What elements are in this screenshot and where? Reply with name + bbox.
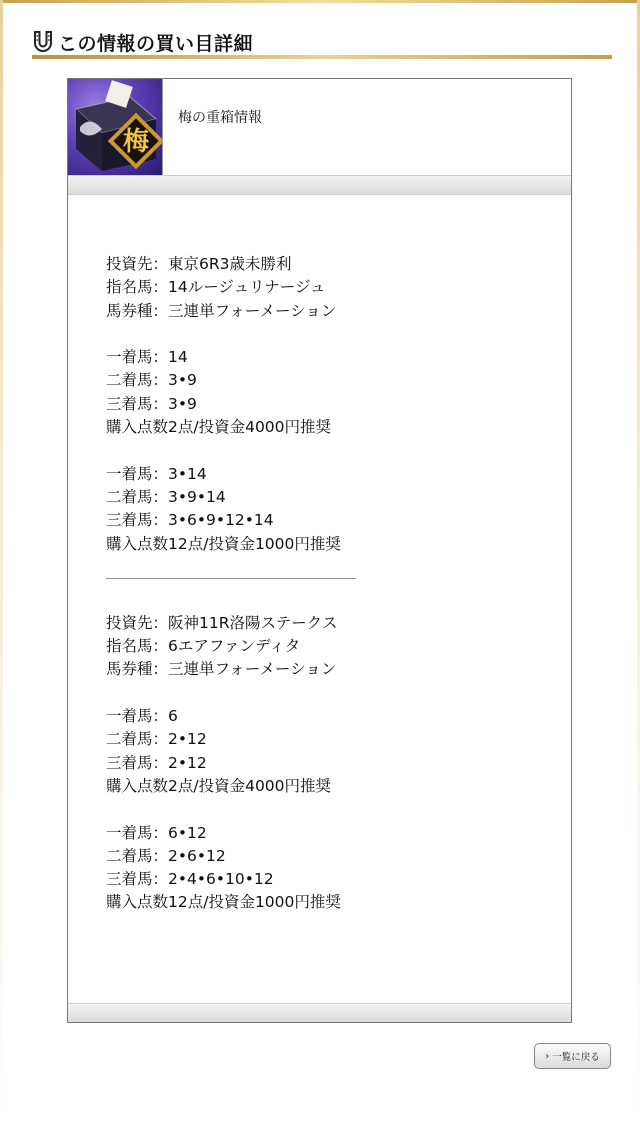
- info-line: 二着馬：3•9: [106, 371, 197, 390]
- info-line: 三着馬：2•4•6•10•12: [106, 870, 274, 889]
- page-header: [32, 28, 612, 60]
- info-card: [67, 78, 572, 1023]
- info-line: 購入点数2点/投資金4000円推奨: [106, 776, 332, 795]
- card-bottom-band: [68, 1003, 571, 1022]
- info-line: 馬券種：三連単フォーメーション: [106, 301, 337, 320]
- info-line: 馬券種：三連単フォーメーション: [106, 660, 337, 679]
- info-line: 三着馬：3•9: [106, 394, 197, 413]
- plum-box-image: [68, 79, 163, 175]
- info-line: 一着馬：3•14: [106, 464, 207, 483]
- page-title: この情報の買い目詳細: [58, 32, 254, 55]
- race-section-2: [106, 612, 571, 915]
- section-divider: [106, 578, 356, 579]
- title-underline: [32, 55, 612, 59]
- info-line: 投資先：東京6R3歳未勝利: [106, 255, 292, 273]
- info-line: 購入点数2点/投資金4000円推奨: [106, 418, 332, 437]
- card-content: [68, 195, 571, 915]
- info-line: 一着馬：6: [106, 707, 178, 726]
- info-line: 購入点数12点/投資金1000円推奨: [106, 893, 341, 912]
- card-header: [68, 79, 571, 176]
- info-line: 購入点数12点/投資金1000円推奨: [106, 534, 341, 553]
- info-line: 二着馬：3•9•14: [106, 487, 226, 506]
- plum-box-thumbnail: [68, 79, 163, 175]
- chevron-right-icon: ›: [545, 1050, 550, 1062]
- horseshoe-icon: [32, 30, 54, 54]
- info-line: 二着馬：2•12: [106, 730, 207, 749]
- info-line: 一着馬：6•12: [106, 823, 207, 842]
- plum-badge-char: 梅: [122, 127, 150, 157]
- info-line: 投資先：阪神11R洛陽ステークス: [106, 613, 338, 632]
- back-button-label: 一覧に戻る: [552, 1052, 600, 1063]
- race-section-1: [106, 253, 571, 556]
- info-line: 三着馬：3•6•9•12•14: [106, 511, 274, 530]
- info-line: 二着馬：2•6•12: [106, 846, 226, 865]
- back-to-list-button[interactable]: [534, 1043, 611, 1069]
- info-line: 三着馬：2•12: [106, 753, 207, 772]
- card-top-band: [68, 176, 571, 195]
- left-gold-border: [0, 0, 3, 1125]
- info-line: 一着馬：14: [106, 348, 188, 367]
- info-line: 指名馬：6エアファンディタ: [106, 637, 301, 656]
- card-name: 梅の重箱情報: [178, 110, 262, 126]
- top-gold-border: [0, 0, 640, 3]
- info-line: 指名馬：14ルージュリナージュ: [106, 278, 326, 297]
